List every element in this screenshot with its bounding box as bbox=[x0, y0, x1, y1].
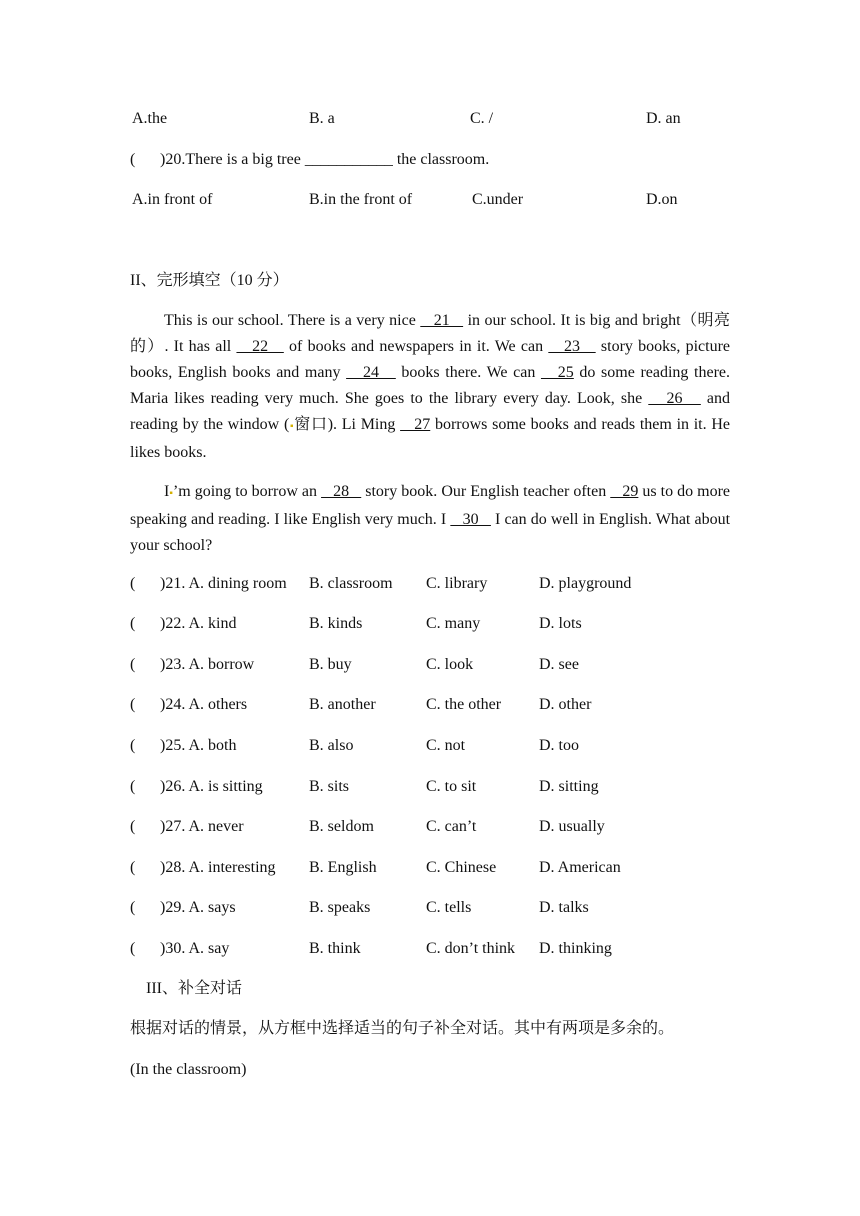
question-option-a: )30. A. say bbox=[160, 940, 230, 957]
section3-instruction: 根据对话的情景，从方框中选择适当的句子补全对话。其中有两项是多余的。 bbox=[130, 1020, 675, 1037]
q20-stem bbox=[130, 149, 730, 171]
question-option-a: )24. A. others bbox=[160, 696, 248, 713]
q20-options bbox=[130, 189, 730, 211]
marker-dot-icon: ▪ bbox=[289, 421, 295, 432]
question-option-b: B. think bbox=[309, 940, 361, 957]
question-option-b: B. speaks bbox=[309, 899, 371, 916]
question-row bbox=[130, 573, 730, 595]
question-paren: ( bbox=[130, 656, 136, 673]
question-row bbox=[130, 816, 730, 838]
question-option-c: C. look bbox=[426, 656, 474, 673]
question-option-a: )26. A. is sitting bbox=[160, 778, 263, 795]
p2-text-1a: I bbox=[164, 483, 170, 500]
question-row bbox=[130, 735, 730, 757]
q20-option-c: C.under bbox=[472, 191, 524, 208]
cloze-paragraph-1 bbox=[130, 308, 730, 466]
question-option-c: C. to sit bbox=[426, 778, 477, 795]
question-row bbox=[130, 857, 730, 879]
question-row bbox=[130, 613, 730, 635]
cloze-paragraph-2 bbox=[130, 479, 730, 559]
question-option-d: D. too bbox=[539, 737, 579, 754]
blank-22: 22 bbox=[236, 338, 284, 355]
p1-text-8: borrows some books and reads them in it. He likes books. bbox=[130, 416, 730, 461]
question-option-a: )27. A. never bbox=[160, 818, 244, 835]
q20-option-b: B.in the front of bbox=[309, 191, 413, 208]
question-option-c: C. don’t think bbox=[426, 940, 516, 957]
question-paren: ( bbox=[130, 696, 136, 713]
p1-text-1: This is our school. There is a very nice bbox=[164, 312, 421, 329]
p2-text-2: story book. Our English teacher often bbox=[361, 483, 611, 500]
question-paren: ( bbox=[130, 575, 136, 592]
question-option-a: )29. A. says bbox=[160, 899, 236, 916]
q19-option-a: A.the bbox=[132, 110, 168, 127]
question-option-c: C. not bbox=[426, 737, 466, 754]
question-option-c: C. can’t bbox=[426, 818, 477, 835]
blank-21: 21 bbox=[420, 312, 464, 329]
question-paren: ( bbox=[130, 899, 136, 916]
q19-option-c: C. / bbox=[470, 110, 494, 127]
p2-text-3: us to do more speaking and reading. I like English very much. I bbox=[130, 483, 731, 528]
question-row bbox=[130, 654, 730, 676]
blank-27: 27 bbox=[400, 416, 431, 433]
section2-title: II、完形填空（10 分） bbox=[130, 272, 289, 289]
p1-text-5: books there. We can bbox=[395, 364, 541, 381]
dialogue-context: (In the classroom) bbox=[130, 1061, 247, 1078]
question-option-d: D. talks bbox=[539, 899, 589, 916]
blank-24: 24 bbox=[346, 364, 396, 381]
question-option-a: )25. A. both bbox=[160, 737, 237, 754]
question-option-d: D. American bbox=[539, 859, 621, 876]
p2-text-1b: ’m going to borrow an bbox=[172, 483, 322, 500]
question-option-b: B. English bbox=[309, 859, 377, 876]
question-option-d: D. lots bbox=[539, 615, 582, 632]
question-option-a: )28. A. interesting bbox=[160, 859, 276, 876]
p1-text-4: story books, picture books, English books and many bbox=[130, 338, 730, 381]
question-paren: ( bbox=[130, 737, 136, 754]
section3-title: III、补全对话 bbox=[146, 980, 242, 997]
question-row bbox=[130, 897, 730, 919]
question-row bbox=[130, 694, 730, 716]
question-paren: ( bbox=[130, 778, 136, 795]
blank-25: 25 bbox=[540, 364, 574, 381]
p1-text-7b: 窗口). Li Ming bbox=[294, 416, 401, 433]
question-option-c: C. many bbox=[426, 615, 481, 632]
blank-30: 30 bbox=[450, 511, 491, 528]
q19-option-d: D. an bbox=[646, 110, 681, 127]
question-option-a: )22. A. kind bbox=[160, 615, 237, 632]
blank-23: 23 bbox=[548, 338, 596, 355]
marker-dot-icon: ▪ bbox=[169, 488, 173, 499]
question-option-d: D. other bbox=[539, 696, 592, 713]
question-option-c: C. the other bbox=[426, 696, 502, 713]
question-option-b: B. another bbox=[309, 696, 376, 713]
question-option-b: B. kinds bbox=[309, 615, 363, 632]
question-option-a: )23. A. borrow bbox=[160, 656, 255, 673]
question-option-d: D. playground bbox=[539, 575, 632, 592]
question-option-d: D. see bbox=[539, 656, 579, 673]
p2-text-4: I can do well in English. What about your school? bbox=[130, 511, 731, 554]
question-option-b: B. sits bbox=[309, 778, 350, 795]
p1-text-2: in our school. It is big and bright（明亮的）. It has all bbox=[130, 312, 731, 355]
question-paren: ( bbox=[130, 818, 136, 835]
q20-option-a: A.in front of bbox=[132, 191, 213, 208]
blank-28: 28 bbox=[321, 483, 362, 500]
question-paren: ( bbox=[130, 615, 136, 632]
p1-text-6: do some reading there. Maria likes reading very much. She goes to the library every day. Look, she bbox=[130, 364, 731, 407]
blank-29: 29 bbox=[610, 483, 639, 500]
question-row bbox=[130, 776, 730, 798]
question-row bbox=[130, 938, 730, 960]
question-option-c: C. tells bbox=[426, 899, 472, 916]
question-option-d: D. sitting bbox=[539, 778, 599, 795]
p1-text-3: of books and newspapers in it. We can bbox=[283, 338, 549, 355]
question-option-b: B. classroom bbox=[309, 575, 393, 592]
q20-paren: ( bbox=[130, 151, 136, 168]
question-paren: ( bbox=[130, 940, 136, 957]
question-option-c: C. Chinese bbox=[426, 859, 497, 876]
question-option-b: B. seldom bbox=[309, 818, 374, 835]
question-option-b: B. buy bbox=[309, 656, 352, 673]
question-paren: ( bbox=[130, 859, 136, 876]
question-option-c: C. library bbox=[426, 575, 488, 592]
q20-text: )20.There is a big tree ___________ the classroom. bbox=[160, 151, 490, 168]
q20-option-d: D.on bbox=[646, 191, 678, 208]
question-option-d: D. usually bbox=[539, 818, 605, 835]
blank-26: 26 bbox=[648, 390, 701, 407]
q19-option-b: B. a bbox=[309, 110, 335, 127]
p1-text-7: and reading by the window ( bbox=[130, 390, 731, 433]
question-option-b: B. also bbox=[309, 737, 354, 754]
q19-options bbox=[130, 108, 730, 130]
question-option-a: )21. A. dining room bbox=[160, 575, 287, 592]
question-option-d: D. thinking bbox=[539, 940, 612, 957]
